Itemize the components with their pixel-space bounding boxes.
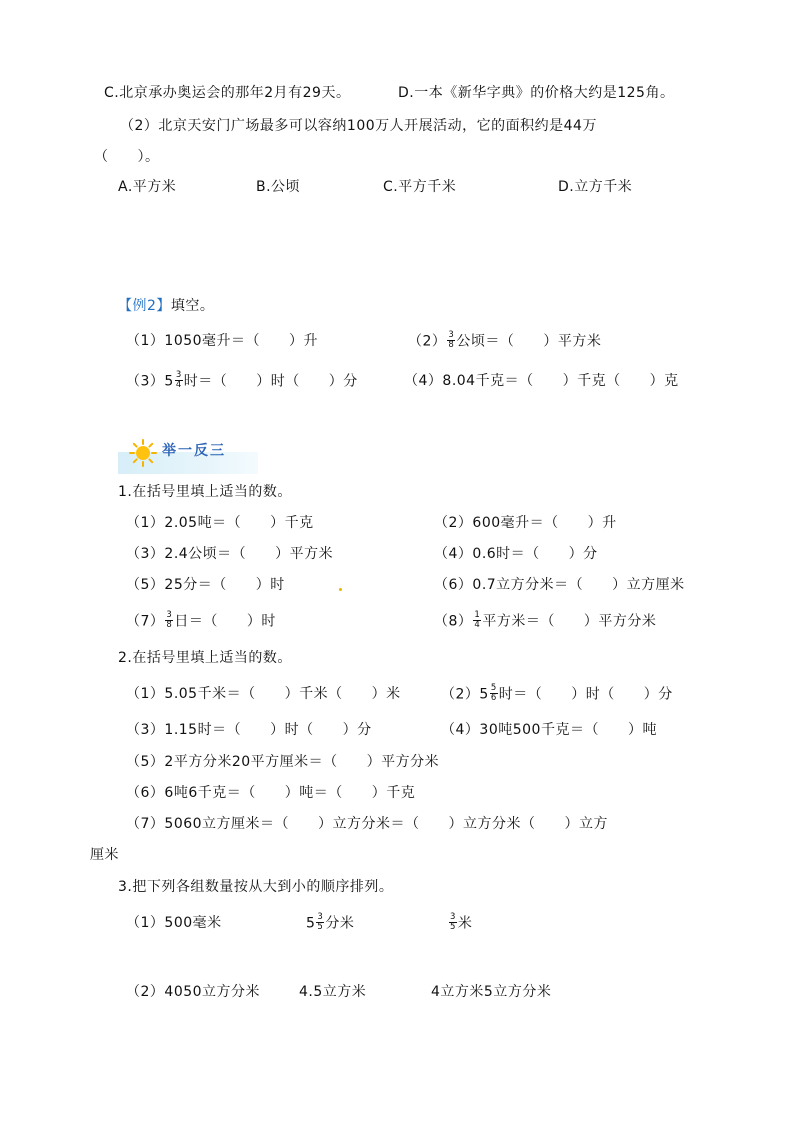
choice-a: A.平方米 — [118, 179, 177, 195]
exercise-1-item-7: （7） $\frac{3}{8}$ 日＝（ ）时 — [126, 610, 276, 630]
choice-d: D.立方千米 — [558, 179, 633, 195]
exercise-1-item-1: （1）2.05吨＝（ ）千克 — [126, 515, 314, 531]
example-item-4: （4）8.04千克＝（ ）千克（ ）克 — [404, 373, 679, 389]
exercise-1-item-4: （4）0.6时＝（ ）分 — [434, 546, 598, 562]
fraction: $\frac{3}{8}$ — [448, 330, 455, 350]
choice-b: B.公顷 — [256, 179, 301, 195]
example-2-heading — [118, 297, 214, 315]
example-tag: 【例2】 — [118, 298, 171, 314]
sun-icon — [126, 438, 160, 468]
exercise-3-title: 3.把下列各组数量按从大到小的顺序排列。 — [118, 879, 394, 895]
question-2-blank: （ ）。 — [94, 149, 160, 165]
option-c: C.北京承办奥运会的那年2月有29天。 — [104, 85, 351, 101]
fraction: $\frac{3}{5}$ — [317, 912, 324, 932]
fraction: $\frac{3}{8}$ — [166, 610, 173, 630]
exercise-1-title: 1.在括号里填上适当的数。 — [118, 484, 292, 500]
exercise-1-item-5: （5）25分＝（ ）时 — [126, 577, 285, 593]
exercise-3-row-1-a: （1）500毫米 — [126, 915, 222, 931]
exercise-2-title: 2.在括号里填上适当的数。 — [118, 650, 292, 666]
exercise-3-row-2-c: 4立方米5立方分米 — [431, 984, 552, 1000]
exercise-3-row-2-a: （2）4050立方分米 — [126, 984, 261, 1000]
exercise-2-item-3: （3）1.15时＝（ ）时（ ）分 — [126, 722, 372, 738]
fraction: $\frac{3}{4}$ — [175, 370, 182, 390]
exercise-2-item-7-cont: 厘米 — [90, 847, 119, 863]
exercise-3-row-1-b: 5 $\frac{3}{5}$ 分米 — [306, 912, 355, 932]
exercise-3-row-2-b: 4.5立方米 — [299, 984, 367, 1000]
banner-title: 举一反三 — [162, 443, 226, 459]
exercise-2-item-2: （2）5 $\frac{5}{6}$ 时＝（ ）时（ ）分 — [441, 683, 673, 703]
example-item-2: （2） $\frac{3}{8}$ 公顷＝（ ）平方米 — [408, 330, 602, 350]
exercise-1-item-8: （8） $\frac{1}{4}$ 平方米＝（ ）平方分米 — [434, 610, 657, 630]
choice-c: C.平方千米 — [383, 179, 457, 195]
fraction: $\frac{3}{5}$ — [450, 912, 456, 932]
exercise-2-item-4: （4）30吨500千克＝（ ）吨 — [441, 722, 657, 738]
exercise-2-item-5: （5）2平方分米20平方厘米＝（ ）平方分米 — [126, 754, 440, 770]
fraction: $\frac{1}{4}$ — [474, 610, 481, 630]
example-item-3: （3）5 $\frac{3}{4}$ 时＝（ ）时（ ）分 — [126, 370, 358, 390]
exercise-1-item-3: （3）2.4公顷＝（ ）平方米 — [126, 546, 334, 562]
option-d: D.一本《新华字典》的价格大约是125角。 — [398, 85, 675, 101]
question-2-text: （2）北京天安门广场最多可以容纳100万人开展活动，它的面积约是44万 — [120, 118, 597, 134]
stray-dot — [339, 588, 342, 591]
exercise-1-item-6: （6）0.7立方分米＝（ ）立方厘米 — [434, 577, 685, 593]
exercise-2-item-7: （7）5060立方厘米＝（ ）立方分米＝（ ）立方分米（ ）立方 — [126, 816, 609, 832]
exercise-2-item-1: （1）5.05千米＝（ ）千米（ ）米 — [126, 686, 401, 702]
fraction: $\frac{5}{6}$ — [490, 683, 497, 703]
exercise-1-item-2: （2）600毫升＝（ ）升 — [434, 515, 617, 531]
exercise-3-row-1-c: $\frac{3}{5}$ 米 — [450, 912, 473, 932]
exercise-2-item-6: （6）6吨6千克＝（ ）吨＝（ ）千克 — [126, 785, 416, 801]
example-title: 填空。 — [170, 298, 215, 314]
example-item-1: （1）1050毫升＝（ ）升 — [126, 333, 319, 349]
